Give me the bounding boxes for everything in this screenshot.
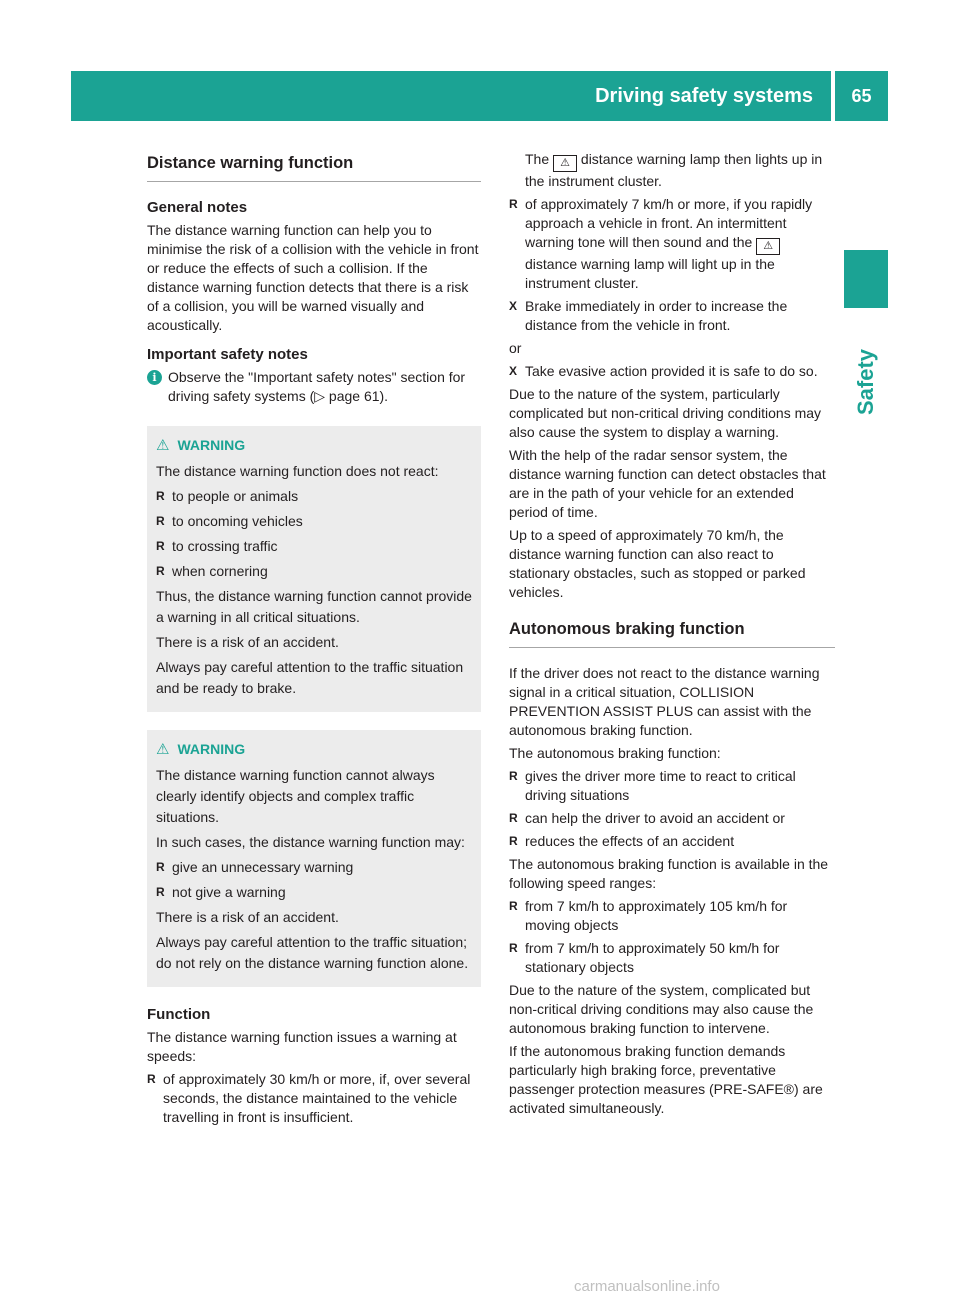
body-text: The autonomous braking function: (509, 745, 721, 761)
speed-range-list (509, 897, 835, 977)
list-item: R gives the driver more time to react to critical driving situations (509, 767, 835, 805)
left-column (147, 150, 481, 1131)
warning-triangle-icon: ⚠ (156, 741, 170, 758)
body-text: Up to a speed of approximately 70 km/h, the distance warning function can also react to stationary obstacles, such as stopped or parked vehicles. (509, 527, 806, 600)
distance-warning-lamp-icon: ⚠ (756, 238, 780, 255)
step-arrow-icon: X (509, 364, 518, 378)
footer-watermark: carmanualsonline.info (574, 1278, 720, 1295)
list-item: R give an unnecessary warning (156, 857, 472, 878)
list-item: R to oncoming vehicles (156, 511, 472, 532)
speed-list (509, 195, 835, 293)
function-heading: Function (147, 1006, 211, 1023)
warning-label: WARNING (177, 437, 246, 453)
list-item (509, 195, 835, 293)
warning-list (156, 486, 472, 582)
step-item (509, 362, 835, 381)
page-number: 65 (835, 71, 888, 121)
list-item: R not give a warning (156, 882, 472, 903)
function-text: The distance warning function issues a warning at speeds: (147, 1029, 457, 1064)
warning-text: Thus, the distance warning function cannot provide a warning in all critical situations. (156, 588, 472, 625)
item-text-b: distance warning lamp will light up in the instrument cluster. (525, 256, 775, 291)
header-bar (71, 71, 831, 121)
list-item: R from 7 km/h to approximately 105 km/h for moving objects (509, 897, 835, 935)
body-text: If the autonomous braking function demands particularly high braking force, preventative passenger protection measures (PRE-SAFE®) are activated simultaneously. (509, 1043, 823, 1116)
info-note (147, 368, 481, 406)
lamp-text (509, 150, 835, 191)
warning-text: Always pay careful attention to the traffic situation and be ready to brake. (156, 659, 464, 696)
item-text-a: of approximately 7 km/h or more, if you rapidly approach a vehicle in front. An intermittent warning tone will then sound and the (525, 196, 813, 250)
warning-box-2 (147, 730, 481, 987)
body-text: The autonomous braking function is available in the following speed ranges: (509, 856, 829, 891)
header-title: Driving safety systems (595, 85, 813, 107)
list-item: R of approximately 30 km/h or more, if, over several seconds, the distance maintained to the vehicle travelling in front is insufficient. (147, 1070, 481, 1127)
warning-box-1 (147, 426, 481, 712)
list-item: R can help the driver to avoid an accident or (509, 809, 835, 828)
warning-text: In such cases, the distance warning function may: (156, 834, 465, 850)
warning-intro: The distance warning function does not react: (156, 463, 439, 479)
section-title: Autonomous braking function (509, 620, 835, 648)
section-title: Distance warning function (147, 154, 481, 182)
step-item (509, 297, 835, 335)
list-item: R to people or animals (156, 486, 472, 507)
list-item: R reduces the effects of an accident (509, 832, 835, 851)
side-tab (844, 250, 888, 308)
list-item: R from 7 km/h to approximately 50 km/h for stationary objects (509, 939, 835, 977)
warning-text: There is a risk of an accident. (156, 909, 339, 925)
safety-heading: Important safety notes (147, 346, 308, 363)
warning-text: The distance warning function cannot always clearly identify objects and complex traffic situations. (156, 767, 435, 825)
general-text: The distance warning function can help you to minimise the risk of a collision with the vehicle in front or reduce the effects of such a collision. If the distance warning function detects that there is a risk of a collision, you will be warned visually and acoustically. (147, 222, 479, 333)
body-text: With the help of the radar sensor system, the distance warning function can detect obstacles that are in the path of your vehicle for an extended period of time. (509, 447, 826, 520)
ab-list (509, 767, 835, 851)
body-text: Due to the nature of the system, particularly complicated but non-critical driving conditions may also cause the system to display a warning. (509, 386, 822, 440)
warning-header (156, 740, 472, 759)
list-item: R to crossing traffic (156, 536, 472, 557)
body-text: Due to the nature of the system, complicated but non-critical driving conditions may also cause the autonomous braking function to intervene. (509, 982, 814, 1036)
warning-text: Always pay careful attention to the traffic situation; do not rely on the distance warning function alone. (156, 934, 469, 971)
list-item: R when cornering (156, 561, 472, 582)
right-column (509, 150, 835, 1122)
warning-triangle-icon: ⚠ (156, 437, 170, 454)
warning-list (156, 857, 472, 903)
step-text: Brake immediately in order to increase the distance from the vehicle in front. (525, 298, 788, 333)
general-heading: General notes (147, 199, 248, 216)
step-text: Take evasive action provided it is safe to do so. (525, 363, 818, 379)
lamp-text-a: The (525, 151, 550, 167)
info-icon: i (147, 370, 162, 385)
step-arrow-icon: X (509, 299, 518, 313)
body-text: If the driver does not react to the distance warning signal in a critical situation, COLLISION PREVENTION ASSIST PLUS can assist with the autonomous braking function. (509, 665, 820, 738)
side-label: Safety (853, 348, 878, 415)
warning-label: WARNING (177, 741, 246, 757)
or-text: or (509, 340, 522, 356)
distance-warning-lamp-icon: ⚠ (553, 155, 577, 172)
info-text: Observe the "Important safety notes" section for driving safety systems (▷ page 61). (168, 369, 466, 404)
warning-text: There is a risk of an accident. (156, 634, 339, 650)
function-list (147, 1070, 481, 1127)
warning-header (156, 436, 472, 455)
lamp-text-b: distance warning lamp then lights up in the instrument cluster. (525, 151, 823, 189)
